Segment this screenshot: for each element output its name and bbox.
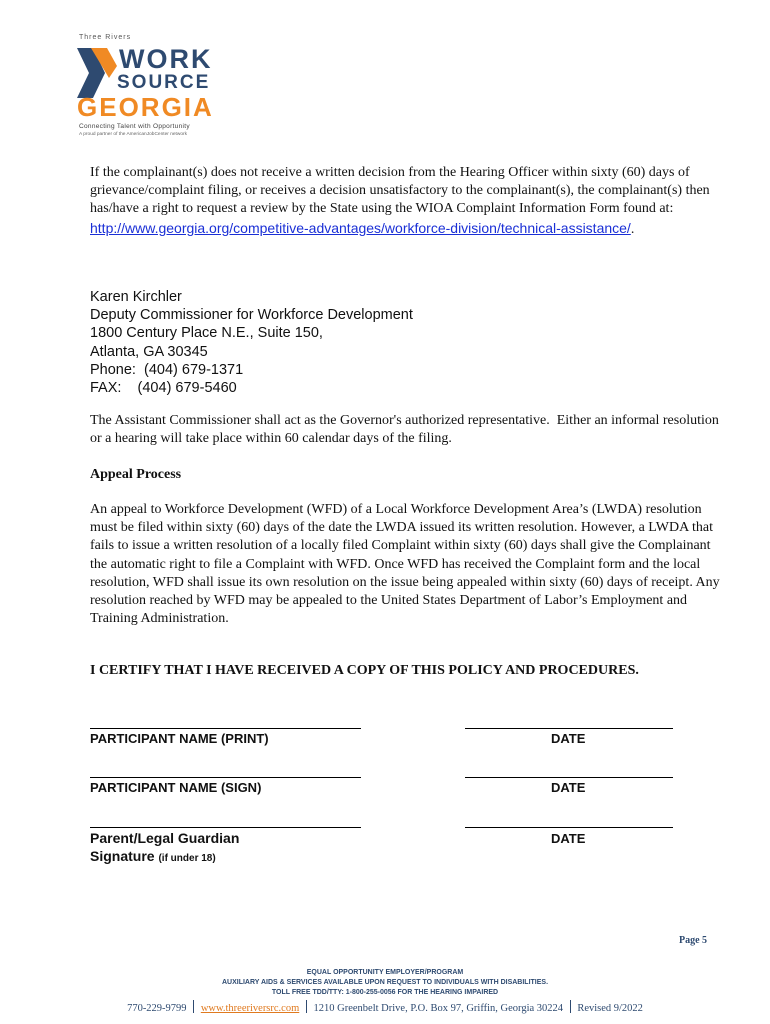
contact-street: 1800 Century Place N.E., Suite 150, — [90, 325, 323, 342]
guardian-signature-word: Signature — [90, 848, 155, 864]
logo-word-georgia: GEORGIA — [77, 92, 214, 122]
logo-word-work: WORK — [119, 44, 213, 74]
guardian-signature-label — [90, 848, 216, 864]
footer-phone: 770-229-9799 — [127, 1003, 187, 1014]
eo-line-3: TOLL FREE TDD/TTY: 1-800-255-0056 FOR THE HEARING IMPAIRED — [271, 989, 499, 996]
print-name-label: PARTICIPANT NAME (PRINT) — [90, 731, 269, 746]
logo-word-source: SOURCE — [117, 72, 211, 93]
certification-statement: I CERTIFY THAT I HAVE RECEIVED A COPY OF THIS POLICY AND PROCEDURES. — [90, 663, 639, 678]
wioa-form-link[interactable]: http://www.georgia.org/competitive-advantages/workforce-division/technical-assistance/ — [90, 219, 631, 236]
guardian-label: Parent/Legal Guardian — [90, 830, 240, 846]
print-date-label: DATE — [551, 731, 586, 746]
appeal-process-heading: Appeal Process — [90, 467, 182, 482]
logo-top-label: Three Rivers — [79, 34, 132, 41]
divider — [193, 1000, 194, 1013]
contact-name: Karen Kirchler — [90, 289, 182, 305]
contact-city: Atlanta, GA 30345 — [90, 343, 208, 360]
workforce-logo — [77, 34, 217, 140]
contact-phone: Phone: (404) 679-1371 — [90, 361, 244, 378]
footer-address-bar — [0, 1000, 770, 1014]
representative-paragraph: The Assistant Commissioner shall act as the Governor's authorized representative. Either an informal resolution or a hearing will take place within 60 calendar days of the filing. — [90, 413, 723, 447]
guardian-signature-line[interactable] — [90, 827, 361, 828]
divider — [570, 1000, 571, 1013]
guardian-date-label: DATE — [551, 831, 586, 846]
complaint-review-paragraph — [90, 164, 730, 239]
print-name-line[interactable] — [90, 728, 361, 729]
contact-block — [90, 288, 730, 397]
page-number: Page 5 — [679, 935, 708, 946]
logo-chevron-icon — [77, 48, 117, 98]
contact-title: Deputy Commissioner for Workforce Development — [90, 307, 413, 324]
eo-line-1: EQUAL OPPORTUNITY EMPLOYER/PROGRAM — [306, 969, 464, 976]
guardian-date-line[interactable] — [465, 827, 673, 828]
footer-address: 1210 Greenbelt Drive, P.O. Box 97, Griffin, Georgia 30224 — [313, 1003, 564, 1014]
contact-fax: FAX: (404) 679-5460 — [90, 380, 237, 397]
sign-name-label: PARTICIPANT NAME (SIGN) — [90, 780, 262, 795]
sign-date-line[interactable] — [465, 777, 673, 778]
logo-partner-text: A proud partner of the AmericanJobCenter network — [79, 132, 187, 137]
sign-name-line[interactable] — [90, 777, 361, 778]
appeal-process-paragraph: An appeal to Workforce Development (WFD) of a Local Workforce Development Area’s (LWDA) resolution must be filed within sixty (60) days of the date the LWDA issued its written resolution. However, a LWDA that fails to issue a written resolution of a locally filed Complaint within sixty (60) days shall give the Complainant the automatic right to file a Complaint with WFD. Once WFD has received the Complaint form and the local resolution, WFD shall issue its own resolution on the issue being appealed within sixty (60) days of receipt. Any resolution reached by WFD may be appealed to the United States Department of Labor’s Employment and Training Administration. — [90, 502, 720, 627]
footer-website-link[interactable]: www.threeriversrc.com — [200, 1003, 300, 1014]
divider — [306, 1000, 307, 1013]
print-date-line[interactable] — [465, 728, 673, 729]
link-period: . — [630, 221, 635, 237]
footer-revised: Revised 9/2022 — [577, 1003, 643, 1014]
guardian-note: (if under 18) — [158, 853, 216, 864]
eo-line-2: AUXILIARY AIDS & SERVICES AVAILABLE UPON REQUEST TO INDIVIDUALS WITH DISABILITIES. — [221, 979, 549, 986]
sign-date-label: DATE — [551, 780, 586, 795]
equal-opportunity-notice — [0, 968, 770, 998]
complaint-review-text: If the complainant(s) does not receive a written decision from the Hearing Officer within sixty (60) days of grievance/complaint filing, or receives a decision unsatisfactory to the complainant(s), the complainant(s) then has/have a right to request a review by the State using the WIOA Complaint Information Form found at: — [90, 165, 710, 217]
logo-tagline: Connecting Talent with Opportunity — [79, 123, 190, 130]
